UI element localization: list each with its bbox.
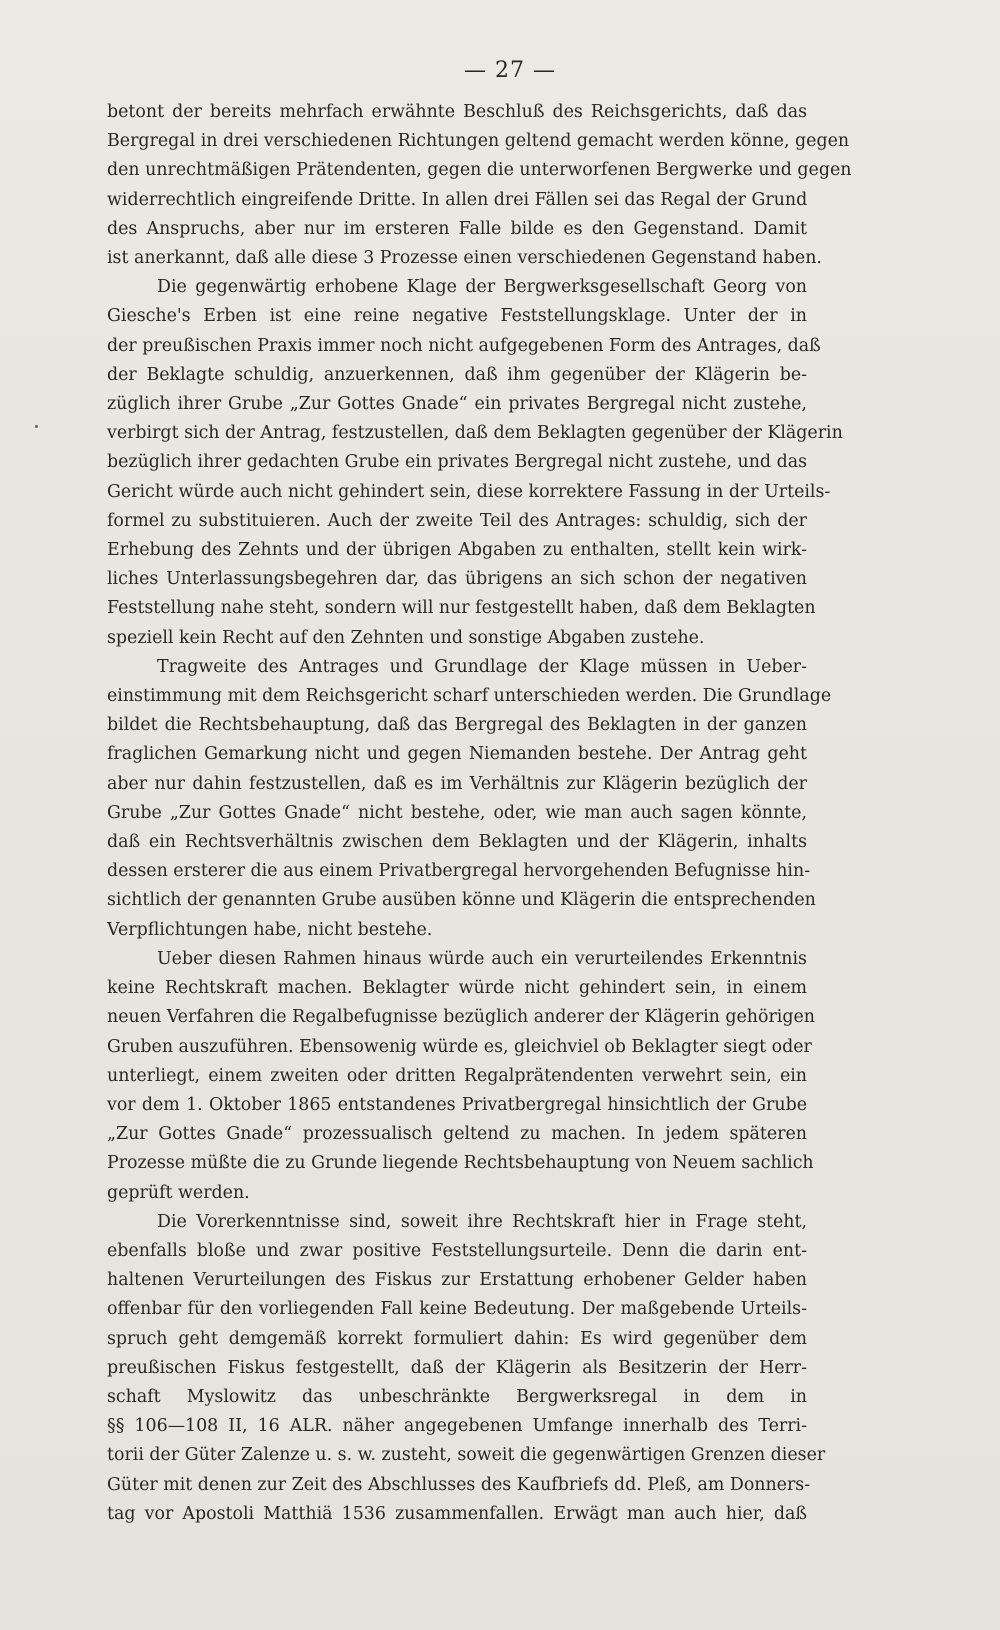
text-line: haltenen Verurteilungen des Fiskus zur Erstattung erhobener Gelder haben	[107, 1270, 807, 1291]
text-line: torii der Güter Zalenze u. s. w. zusteht, soweit die gegenwärtigen Grenzen dieser	[107, 1445, 826, 1466]
text-line: sichtlich der genannten Grube ausüben könne und Klägerin die entsprechenden	[107, 890, 816, 911]
text-line: des Anspruchs, aber nur im ersteren Falle bilde es den Gegenstand. Damit	[107, 218, 807, 239]
text-line: Güter mit denen zur Zeit des Abschlusses des Kaufbriefs dd. Pleß, am Donners-	[107, 1474, 811, 1495]
text-line: der preußischen Praxis immer noch nicht aufgegebenen Form des Antrages, daß	[107, 335, 821, 356]
text-line: Verpflichtungen habe, nicht bestehe.	[107, 919, 433, 940]
text-line: Gruben auszuführen. Ebensowenig würde es, gleichviel ob Beklagter siegt oder	[107, 1036, 812, 1057]
text-line: schaft Myslowitz das unbeschränkte Bergwerksregal in dem in	[107, 1386, 807, 1407]
text-line: neuen Verfahren die Regalbefugnisse bezüglich anderer der Klägerin gehörigen	[107, 1007, 815, 1028]
text-line: Prozesse müßte die zu Grunde liegende Rechtsbehauptung von Neuem sachlich	[107, 1153, 814, 1174]
text-line: speziell kein Recht auf den Zehnten und sonstige Abgaben zustehe.	[107, 627, 705, 648]
text-line: spruch geht demgemäß korrekt formuliert dahin: Es wird gegenüber dem	[107, 1328, 807, 1349]
text-line: „Zur Gottes Gnade“ prozessualisch geltend zu machen. In jedem späteren	[107, 1124, 807, 1145]
text-line: den unrechtmäßigen Prätendenten, gegen die unterworfenen Bergwerke und gegen	[107, 160, 852, 181]
text-line: geprüft werden.	[107, 1182, 250, 1203]
page-number: — 27 —	[464, 58, 556, 83]
text-line: der Beklagte schuldig, anzuerkennen, daß ihm gegenüber der Klägerin be-	[107, 364, 807, 385]
text-line: ebenfalls bloße und zwar positive Feststellungsurteile. Denn die darin ent-	[107, 1240, 807, 1261]
text-line: bezüglich ihrer gedachten Grube ein privates Bergregal nicht zustehe, und das	[107, 452, 807, 473]
text-line: Feststellung nahe steht, sondern will nur festgestellt haben, daß dem Beklagten	[107, 598, 816, 619]
text-line: fraglichen Gemarkung nicht und gegen Niemanden bestehe. Der Antrag geht	[107, 744, 807, 765]
body-text	[107, 98, 852, 1529]
text-line: Ueber diesen Rahmen hinaus würde auch ein verurteilendes Erkenntnis	[157, 948, 807, 969]
text-line: Die Vorerkenntnisse sind, soweit ihre Rechtskraft hier in Frage steht,	[157, 1211, 807, 1232]
text-line: offenbar für den vorliegenden Fall keine Bedeutung. Der maßgebende Urteils-	[107, 1299, 807, 1320]
text-line: dessen ersterer die aus einem Privatbergregal hervorgehenden Befugnisse hin-	[107, 861, 811, 882]
text-line: Tragweite des Antrages und Grundlage der Klage müssen in Ueber-	[157, 656, 807, 677]
text-line: ist anerkannt, daß alle diese 3 Prozesse einen verschiedenen Gegenstand haben.	[107, 248, 822, 269]
text-line: formel zu substituieren. Auch der zweite Teil des Antrages: schuldig, sich der	[107, 510, 807, 531]
text-line: preußischen Fiskus festgestellt, daß der Klägerin als Besitzerin der Herr-	[107, 1357, 807, 1378]
text-line: einstimmung mit dem Reichsgericht scharf unterschieden werden. Die Grundlage	[107, 686, 832, 707]
text-line: Die gegenwärtig erhobene Klage der Bergwerksgesellschaft Georg von	[157, 277, 807, 298]
text-line: Giesche's Erben ist eine reine negative Feststellungsklage. Unter der in	[107, 306, 807, 327]
text-line: §§ 106—108 II, 16 ALR. näher angegebenen Umfange innerhalb des Terri-	[107, 1416, 807, 1437]
text-line: daß ein Rechtsverhältnis zwischen dem Beklagten und der Klägerin, inhalts	[107, 832, 807, 853]
text-line: Grube „Zur Gottes Gnade“ nicht bestehe, oder, wie man auch sagen könnte,	[107, 802, 807, 823]
text-line: keine Rechtskraft machen. Beklagter würde nicht gehindert sein, in einem	[107, 978, 807, 999]
text-line: liches Unterlassungsbegehren dar, das übrigens an sich schon der negativen	[107, 569, 807, 590]
text-line: züglich ihrer Grube „Zur Gottes Gnade“ ein privates Bergregal nicht zustehe,	[107, 394, 807, 415]
text-line: widerrechtlich eingreifende Dritte. In allen drei Fällen sei das Regal der Grund	[107, 189, 808, 210]
text-line: aber nur dahin festzustellen, daß es im Verhältnis zur Klägerin bezüglich der	[107, 773, 807, 794]
text-line: bildet die Rechtsbehauptung, daß das Bergregal des Beklagten in der ganzen	[107, 715, 807, 736]
text-line: vor dem 1. Oktober 1865 entstandenes Privatbergregal hinsichtlich der Grube	[107, 1094, 807, 1115]
text-line: tag vor Apostoli Matthiä 1536 zusammenfallen. Erwägt man auch hier, daß	[107, 1503, 807, 1524]
text-line: Bergregal in drei verschiedenen Richtungen geltend gemacht werden könne, gegen	[107, 131, 850, 152]
text-line: unterliegt, einem zweiten oder dritten Regalprätendenten verwehrt sein, ein	[107, 1065, 807, 1086]
text-line: verbirgt sich der Antrag, festzustellen, daß dem Beklagten gegenüber der Klägerin	[107, 423, 843, 444]
text-line: betont der bereits mehrfach erwähnte Beschluß des Reichsgerichts, daß das	[107, 102, 807, 122]
text-line: Gericht würde auch nicht gehindert sein, diese korrektere Fassung in der Urteils-	[107, 481, 831, 502]
margin-mark	[35, 425, 38, 428]
text-line: Erhebung des Zehnts und der übrigen Abgaben zu enthalten, stellt kein wirk-	[107, 540, 807, 561]
